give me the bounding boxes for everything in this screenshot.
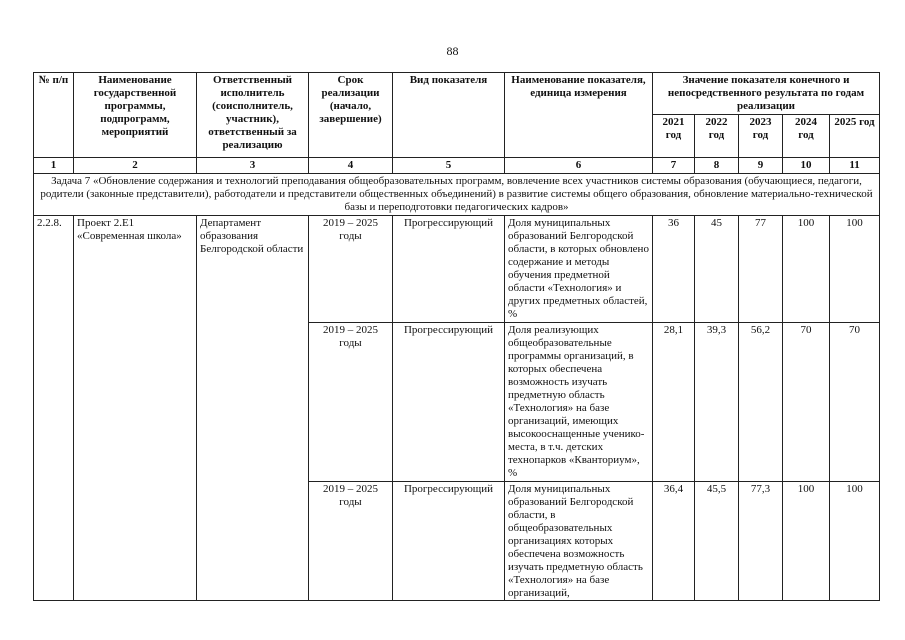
value-2024: 100 [783, 216, 830, 323]
row-indicator: Доля муниципальных образований Белгородской области, в которых обновлено содержание и методы обучения предметной области «Технология» и других предметных областей, % [505, 216, 653, 323]
value-2025: 70 [830, 323, 880, 482]
table-row [34, 216, 880, 323]
row-indicator: Доля реализующих общеобразовательные программы организаций, в которых обеспечена возможность изучать предметную область «Технология» на базе организаций, имеющих высокооснащенные ученико-места, в т.ч. детских технопарков «Кванториум», % [505, 323, 653, 482]
col-number: 5 [393, 158, 505, 174]
item-executor: Департамент образования Белгородской области [197, 216, 309, 601]
item-number: 2.2.8. [34, 216, 74, 601]
value-2022: 45,5 [695, 482, 739, 601]
header-indicator-name: Наименование показателя, единица измерения [505, 73, 653, 158]
col-number: 10 [783, 158, 830, 174]
value-2025: 100 [830, 216, 880, 323]
row-kind: Прогрессирующий [393, 216, 505, 323]
page-number: 88 [446, 44, 459, 58]
header-program-name: Наименование государственной программы, подпрограмм, мероприятий [74, 73, 197, 158]
value-2021: 36 [653, 216, 695, 323]
year-2025: 2025 год [830, 115, 880, 158]
value-2024: 70 [783, 323, 830, 482]
value-2023: 77,3 [739, 482, 783, 601]
header-period: Срок реализации (начало, завершение) [309, 73, 393, 158]
col-number: 3 [197, 158, 309, 174]
col-number: 9 [739, 158, 783, 174]
row-kind-text: Прогрессирующий [403, 483, 494, 495]
header-row [34, 73, 880, 115]
row-period-text: 2019 – 2025 годы [323, 483, 378, 508]
header-number: № п/п [34, 73, 74, 158]
col-number: 8 [695, 158, 739, 174]
task-description: Задача 7 «Обновление содержания и технологий преподавания общеобразовательных программ, вовлечение всех участников системы образования (обучающиеся, педагоги, родители (законные представители), работодатели и представители общественных объединений) в развитие системы общего образования, обновление материально-технической базы и переподготовки педагогических кадров» [34, 174, 880, 216]
task-row [34, 174, 880, 216]
indicators-table [33, 72, 880, 601]
year-2021: 2021 год [653, 115, 695, 158]
col-number: 1 [34, 158, 74, 174]
value-2022: 39,3 [695, 323, 739, 482]
year-2024: 2024 год [783, 115, 830, 158]
header-indicator-kind: Вид показателя [393, 73, 505, 158]
value-2022: 45 [695, 216, 739, 323]
value-2021: 36,4 [653, 482, 695, 601]
value-2024: 100 [783, 482, 830, 601]
value-2025: 100 [830, 482, 880, 601]
col-number: 2 [74, 158, 197, 174]
row-indicator-text: Доля муниципальных образований Белгородской области, в общеобразовательных организациях которых обеспечена возможность изучать предметную область «Технология» на базе организаций, [508, 483, 643, 599]
header-executor: Ответственный исполнитель (соисполнитель, участник), ответственный за реализацию [197, 73, 309, 158]
col-number: 6 [505, 158, 653, 174]
col-number: 7 [653, 158, 695, 174]
column-numbers-row [34, 158, 880, 174]
year-2022: 2022 год [695, 115, 739, 158]
row-kind: Прогрессирующий [393, 323, 505, 482]
header-values-group: Значение показателя конечного и непосредственного результата по годам реализации [653, 73, 880, 115]
row-period: 2019 – 2025 годы [309, 323, 393, 482]
item-name: Проект 2.Е1 «Современная школа» [74, 216, 197, 601]
row-kind [393, 482, 505, 601]
value-2023: 56,2 [739, 323, 783, 482]
year-2023: 2023 год [739, 115, 783, 158]
col-number: 4 [309, 158, 393, 174]
row-indicator [505, 482, 653, 601]
row-period: 2019 – 2025 годы [309, 216, 393, 323]
value-2021: 28,1 [653, 323, 695, 482]
value-2023: 77 [739, 216, 783, 323]
row-period [309, 482, 393, 601]
col-number: 11 [830, 158, 880, 174]
